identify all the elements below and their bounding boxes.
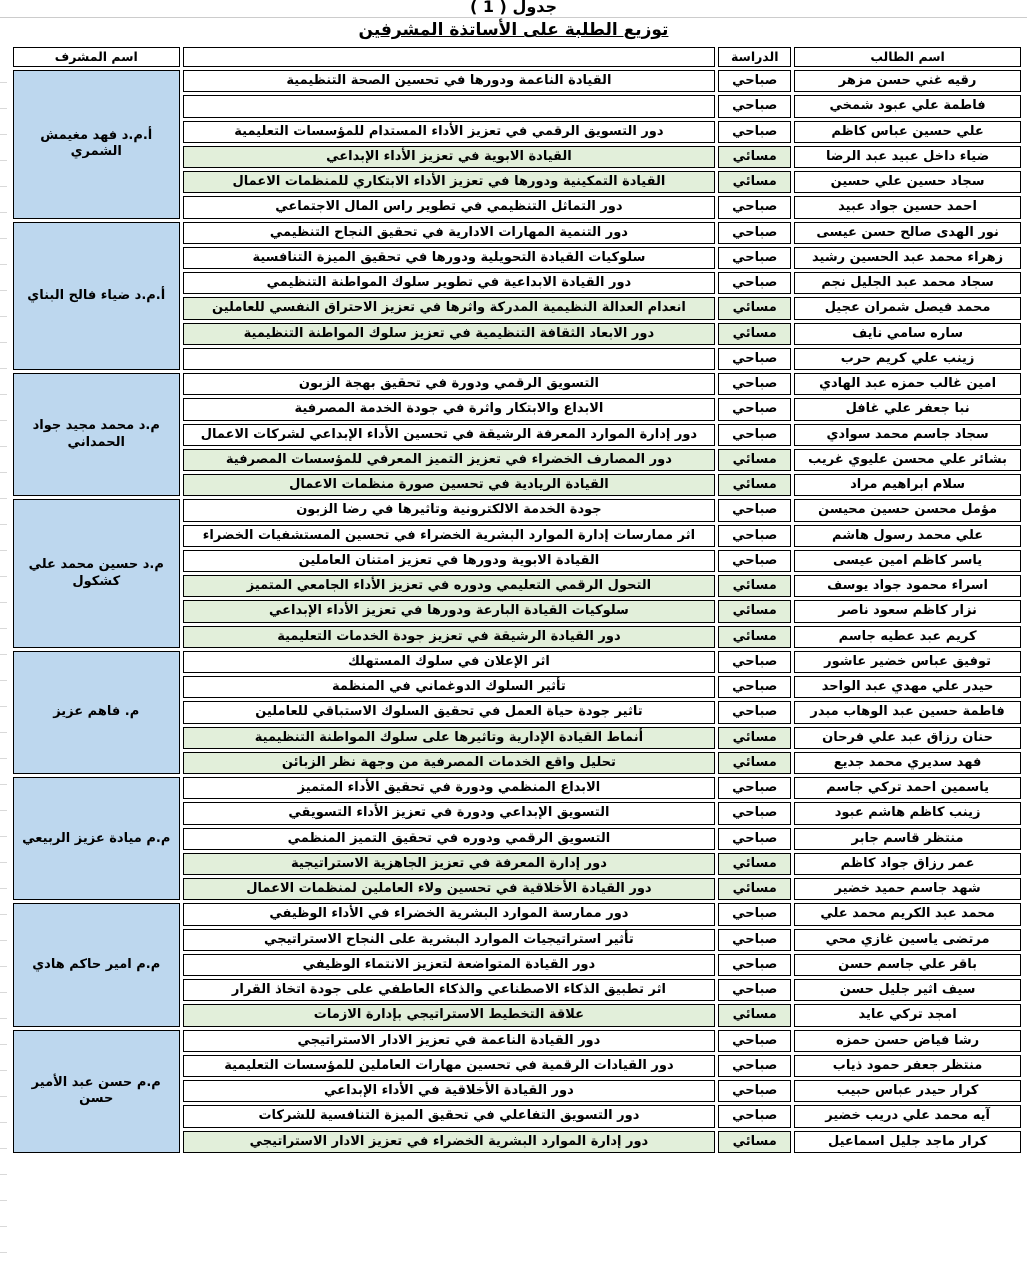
supervisor-name-cell: م.د محمد مجيد جواد الحمداني xyxy=(13,373,180,496)
study-type-cell: صباحي xyxy=(718,348,791,370)
thesis-title-cell: اثر الإعلان في سلوك المستهلك xyxy=(183,651,716,673)
study-type-cell: مسائي xyxy=(718,600,791,622)
student-name-cell: كريم عبد عطيه جاسم xyxy=(794,626,1021,648)
study-type-cell: مسائي xyxy=(718,474,791,496)
thesis-title-cell: تأثير استراتيجيات الموارد البشرية على النجاح الاستراتيجي xyxy=(183,929,716,951)
thesis-title-cell: الابداع والابتكار واثرة في جودة الخدمة المصرفية xyxy=(183,398,716,420)
thesis-title-cell: دور القيادة الرشيقة في تعزيز جودة الخدمات التعليمية xyxy=(183,626,716,648)
student-name-cell: كرار ماجد جليل اسماعيل xyxy=(794,1131,1021,1153)
student-name-cell: محمد فيصل شمران عجيل xyxy=(794,297,1021,319)
table-row xyxy=(13,777,1021,799)
student-name-cell: منتظر جعفر حمود ذياب xyxy=(794,1055,1021,1077)
thesis-title-cell: انعدام العدالة النظيمية المدركة واثرها في تعزيز الاحتراق النفسي للعاملين xyxy=(183,297,716,319)
header-row xyxy=(13,47,1021,67)
student-name-cell: اسراء محمود جواد يوسف xyxy=(794,575,1021,597)
study-type-cell: صباحي xyxy=(718,954,791,976)
thesis-title-cell: تحليل واقع الخدمات المصرفية من وجهة نظر الزبائن xyxy=(183,752,716,774)
header-student-name: اسم الطالب xyxy=(794,47,1021,67)
thesis-title-cell: دور المصارف الخضراء في تعزيز التميز المعرفي للمؤسسات المصرفية xyxy=(183,449,716,471)
study-type-cell: مسائي xyxy=(718,1004,791,1026)
student-name-cell: زهراء محمد عبد الحسين رشيد xyxy=(794,247,1021,269)
student-name-cell: علي حسين عباس كاظم xyxy=(794,121,1021,143)
supervisor-name-cell: م. فاهم عزيز xyxy=(13,651,180,774)
thesis-title-cell: دور التماثل التنظيمي في تطوير راس المال الاجتماعي xyxy=(183,196,716,218)
study-type-cell: مسائي xyxy=(718,752,791,774)
student-name-cell: زينب كاظم هاشم عبود xyxy=(794,802,1021,824)
student-name-cell: علي محمد رسول هاشم xyxy=(794,525,1021,547)
student-name-cell: ضياء داخل عبيد عبد الرضا xyxy=(794,146,1021,168)
thesis-title-cell: اثر تطبيق الذكاء الاصطناعي والذكاء العاطفي على جودة اتخاذ القرار xyxy=(183,979,716,1001)
study-type-cell: صباحي xyxy=(718,701,791,723)
student-name-cell: سلام ابراهيم مراد xyxy=(794,474,1021,496)
study-type-cell: مسائي xyxy=(718,297,791,319)
study-type-cell: صباحي xyxy=(718,499,791,521)
thesis-title-cell: أنماط القيادة الإدارية وتاثيرها على سلوك المواطنة التنظيمية xyxy=(183,727,716,749)
thesis-title-cell: التحول الرقمي التعليمي ودوره في تعزيز الأداء الجامعي المتميز xyxy=(183,575,716,597)
thesis-title-cell: دور ممارسة الموارد البشرية الخضراء في الأداء الوظيفي xyxy=(183,903,716,925)
study-type-cell: مسائي xyxy=(718,449,791,471)
page-subtitle: توزيع الطلبة على الأساتذة المشرفين xyxy=(358,20,669,41)
student-name-cell: حيدر علي مهدي عبد الواحد xyxy=(794,676,1021,698)
student-name-cell: كرار حيدر عباس حبيب xyxy=(794,1080,1021,1102)
student-name-cell: سجاد جاسم محمد سوادي xyxy=(794,424,1021,446)
student-name-cell: محمد عبد الكريم محمد علي xyxy=(794,903,1021,925)
student-name-cell: آيه محمد علي دريب خضير xyxy=(794,1105,1021,1127)
study-type-cell: صباحي xyxy=(718,272,791,294)
study-type-cell: صباحي xyxy=(718,247,791,269)
student-name-cell: سيف اثير جليل حسن xyxy=(794,979,1021,1001)
thesis-title-cell: دور القيادة الناعمة في تعزيز الادار الاستراتيجي xyxy=(183,1030,716,1052)
thesis-title-cell: القيادة الناعمة ودورها في تحسين الصحة التنظيمية xyxy=(183,70,716,92)
thesis-title-cell: الابداع المنظمي ودورة في تحقيق الأداء المتميز xyxy=(183,777,716,799)
thesis-title-cell: تاثير جودة حياة العمل في تحقيق السلوك الاستباقي للعاملين xyxy=(183,701,716,723)
thesis-title-cell: دور القيادة الأخلاقية في الأداء الإبداعي xyxy=(183,1080,716,1102)
study-type-cell: صباحي xyxy=(718,903,791,925)
study-type-cell: صباحي xyxy=(718,802,791,824)
thesis-title-cell: التسويق الإبداعي ودورة في تعزيز الأداء التسويقي xyxy=(183,802,716,824)
thesis-title-cell: دور القيادة المتواضعة لتعزيز الانتماء الوظيفي xyxy=(183,954,716,976)
student-name-cell: رقيه غني حسن مزهر xyxy=(794,70,1021,92)
thesis-title-cell: دور التسويق الرقمي في تعزيز الأداء المستدام للمؤسسات التعليمية xyxy=(183,121,716,143)
thesis-title-cell xyxy=(183,348,716,370)
student-name-cell: نبا جعفر علي غافل xyxy=(794,398,1021,420)
study-type-cell: مسائي xyxy=(718,146,791,168)
table-row xyxy=(13,70,1021,92)
page-title: جدول ( 1 ) xyxy=(469,0,558,16)
student-name-cell: شهد جاسم حميد خضير xyxy=(794,878,1021,900)
student-name-cell: احمد حسين جواد عبيد xyxy=(794,196,1021,218)
study-type-cell: صباحي xyxy=(718,373,791,395)
study-type-cell: صباحي xyxy=(718,70,791,92)
student-name-cell: سجاد حسين علي حسين xyxy=(794,171,1021,193)
thesis-title-cell: دور إدارة الموارد البشرية الخضراء في تعزيز الادار الاستراتيجي xyxy=(183,1131,716,1153)
supervisor-name-cell: أ.م.د ضياء فالح البناي xyxy=(13,222,180,371)
study-type-cell: مسائي xyxy=(718,575,791,597)
supervisor-name-cell: م.م امير حاكم هادي xyxy=(13,903,180,1026)
margin-gridline-ticks xyxy=(0,57,7,1277)
thesis-title-cell: دور القيادات الرقمية في تحسين مهارات العاملين للمؤسسات التعليمية xyxy=(183,1055,716,1077)
study-type-cell: صباحي xyxy=(718,196,791,218)
study-type-cell: مسائي xyxy=(718,727,791,749)
study-type-cell: صباحي xyxy=(718,222,791,244)
student-name-cell: فاطمة حسين عبد الوهاب مبدر xyxy=(794,701,1021,723)
study-type-cell: صباحي xyxy=(718,676,791,698)
student-name-cell: نزار كاظم سعود ناصر xyxy=(794,600,1021,622)
student-name-cell: عمر رزاق جواد كاظم xyxy=(794,853,1021,875)
study-type-cell: صباحي xyxy=(718,828,791,850)
thesis-title-cell: التسويق الرقمي ودورة في تحقيق بهجة الزبون xyxy=(183,373,716,395)
student-name-cell: نور الهدى صالح حسن عيسى xyxy=(794,222,1021,244)
student-name-cell: زينب علي كريم حرب xyxy=(794,348,1021,370)
table-row xyxy=(13,1030,1021,1052)
thesis-title-cell: القيادة التمكينية ودورها في تعزيز الأداء الابتكاري للمنظمات الاعمال xyxy=(183,171,716,193)
student-name-cell: سجاد محمد عبد الجليل نجم xyxy=(794,272,1021,294)
study-type-cell: صباحي xyxy=(718,1080,791,1102)
student-name-cell: ياسر كاظم امين عيسى xyxy=(794,550,1021,572)
thesis-title-cell: القيادة الابوية في تعزيز الأداء الإبداعي xyxy=(183,146,716,168)
student-name-cell: فاطمة علي عبود شمخي xyxy=(794,95,1021,117)
thesis-title-cell: دور الابعاد الثقافة التنظيمية في تعزيز سلوك المواطنة التنظيمية xyxy=(183,323,716,345)
student-name-cell: مرتضى ياسين غازي محي xyxy=(794,929,1021,951)
student-name-cell: ساره سامي نايف xyxy=(794,323,1021,345)
thesis-title-cell: دور القيادة الأخلاقية في تحسين ولاء العاملين لمنظمات الاعمال xyxy=(183,878,716,900)
thesis-title-cell: علاقة التخطيط الاستراتيجي بإدارة الازمات xyxy=(183,1004,716,1026)
table-row xyxy=(13,903,1021,925)
thesis-title-cell: اثر ممارسات إدارة الموارد البشرية الخضراء في تحسين المستشفيات الخضراء xyxy=(183,525,716,547)
thesis-title-cell xyxy=(183,95,716,117)
study-type-cell: صباحي xyxy=(718,550,791,572)
student-name-cell: باقر علي جاسم حسن xyxy=(794,954,1021,976)
student-name-cell: امجد تركي عايد xyxy=(794,1004,1021,1026)
thesis-title-cell: دور القيادة الابداعية في تطوير سلوك المواطنة التنظيمي xyxy=(183,272,716,294)
study-type-cell: مسائي xyxy=(718,323,791,345)
student-name-cell: رشا فياض حسن حمزه xyxy=(794,1030,1021,1052)
header-thesis-title xyxy=(183,47,716,67)
thesis-title-cell: دور إدارة المعرفة في تعزيز الجاهزية الاستراتيجية xyxy=(183,853,716,875)
thesis-title-cell: سلوكيات القيادة التحويلية ودورها في تحقيق الميزة التنافسية xyxy=(183,247,716,269)
study-type-cell: صباحي xyxy=(718,979,791,1001)
thesis-title-cell: التسويق الرقمي ودوره في تحقيق التميز المنظمي xyxy=(183,828,716,850)
study-type-cell: صباحي xyxy=(718,929,791,951)
thesis-title-cell: دور التسويق التفاعلي في تحقيق الميزة التنافسية للشركات xyxy=(183,1105,716,1127)
table-row xyxy=(13,373,1021,395)
supervisor-name-cell: م.د حسين محمد علي كشكول xyxy=(13,499,180,648)
student-name-cell: منتظر قاسم جابر xyxy=(794,828,1021,850)
header-study: الدراسة xyxy=(718,47,791,67)
study-type-cell: مسائي xyxy=(718,1131,791,1153)
study-type-cell: صباحي xyxy=(718,1030,791,1052)
thesis-title-cell: دور التنمية المهارات الادارية في تحقيق النجاح التنظيمي xyxy=(183,222,716,244)
students-distribution-table xyxy=(10,44,1024,1155)
table-row xyxy=(13,499,1021,521)
horizontal-gridline xyxy=(0,17,1027,18)
study-type-cell: صباحي xyxy=(718,121,791,143)
student-name-cell: مؤمل محسن حسين محيسن xyxy=(794,499,1021,521)
supervisor-name-cell: م.م ميادة عزيز الربيعي xyxy=(13,777,180,900)
student-name-cell: امين غالب حمزه عبد الهادي xyxy=(794,373,1021,395)
study-type-cell: صباحي xyxy=(718,1055,791,1077)
thesis-title-cell: سلوكيات القيادة البارعة ودورها في تعزيز الأداء الإبداعي xyxy=(183,600,716,622)
study-type-cell: مسائي xyxy=(718,878,791,900)
study-type-cell: مسائي xyxy=(718,171,791,193)
thesis-title-cell: جودة الخدمة الالكترونية وتاثيرها في رضا الزبون xyxy=(183,499,716,521)
thesis-title-cell: دور إدارة الموارد المعرفة الرشيقة في تحسين الأداء الإبداعي لشركات الاعمال xyxy=(183,424,716,446)
table-row xyxy=(13,222,1021,244)
thesis-title-cell: القيادة الريادية في تحسين صورة منظمات الاعمال xyxy=(183,474,716,496)
header-supervisor-name: اسم المشرف xyxy=(13,47,180,67)
student-name-cell: توفيق عباس خضير عاشور xyxy=(794,651,1021,673)
study-type-cell: صباحي xyxy=(718,95,791,117)
supervisor-name-cell: أ.م.د فهد مغيمش الشمري xyxy=(13,70,180,219)
study-type-cell: صباحي xyxy=(718,777,791,799)
study-type-cell: صباحي xyxy=(718,424,791,446)
study-type-cell: صباحي xyxy=(718,398,791,420)
student-name-cell: ياسمين احمد تركي جاسم xyxy=(794,777,1021,799)
study-type-cell: صباحي xyxy=(718,525,791,547)
student-name-cell: بشائر علي محسن عليوي غريب xyxy=(794,449,1021,471)
thesis-title-cell: القيادة الابوية ودورها في تعزيز امتنان العاملين xyxy=(183,550,716,572)
student-name-cell: حنان رزاق عبد علي فرحان xyxy=(794,727,1021,749)
table-row xyxy=(13,651,1021,673)
supervisor-name-cell: م.م حسن عبد الأمير حسن xyxy=(13,1030,180,1153)
study-type-cell: صباحي xyxy=(718,651,791,673)
study-type-cell: مسائي xyxy=(718,626,791,648)
study-type-cell: مسائي xyxy=(718,853,791,875)
student-name-cell: فهد سديري محمد جديع xyxy=(794,752,1021,774)
thesis-title-cell: تأثير السلوك الدوغماني في المنظمة xyxy=(183,676,716,698)
study-type-cell: صباحي xyxy=(718,1105,791,1127)
